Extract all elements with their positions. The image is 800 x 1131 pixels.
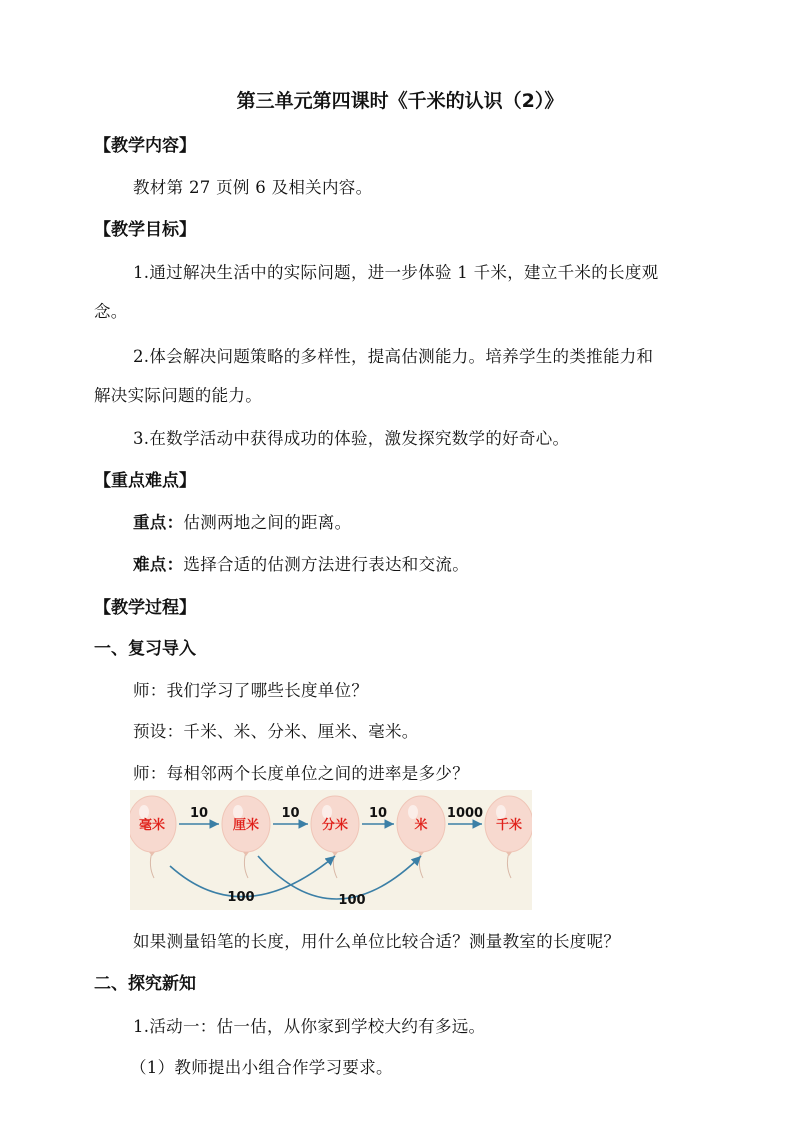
goal-2-line-1: 2.体会解决问题策略的多样性，提高估测能力。培养学生的类推能力和 bbox=[133, 347, 654, 366]
balloon-0 bbox=[130, 796, 176, 878]
goal-3: 3.在数学活动中获得成功的体验，激发探究数学的好奇心。 bbox=[133, 429, 570, 448]
unit-label-0: 毫米 bbox=[138, 818, 166, 833]
balloon-4 bbox=[485, 796, 532, 878]
rate-label-0: 10 bbox=[189, 806, 209, 821]
key-point-text: 估测两地之间的距离。 bbox=[183, 513, 352, 532]
question-1: 师：我们学习了哪些长度单位？ bbox=[133, 681, 369, 700]
rate-label-3: 1000 bbox=[446, 806, 484, 821]
unit-label-1: 厘米 bbox=[232, 818, 260, 833]
rate-label-2: 10 bbox=[368, 806, 388, 821]
skip-rate-label-1: 100 bbox=[338, 893, 366, 908]
difficulty-label: 难点： bbox=[133, 555, 184, 574]
balloon-1 bbox=[222, 796, 270, 878]
key-point-line bbox=[133, 509, 351, 533]
heading-part-2: 二、探究新知 bbox=[94, 974, 196, 994]
heading-teaching-goals: 【教学目标】 bbox=[94, 220, 196, 240]
step-1: （1）教师提出小组合作学习要求。 bbox=[130, 1058, 393, 1077]
activity-1: 1.活动一：估一估，从你家到学校大约有多远。 bbox=[133, 1017, 486, 1036]
heading-part-1: 一、复习导入 bbox=[94, 639, 196, 659]
question-2: 师：每相邻两个长度单位之间的进率是多少？ bbox=[133, 764, 469, 783]
heading-key-points: 【重点难点】 bbox=[94, 471, 196, 491]
skip-rate-label-0: 100 bbox=[227, 890, 255, 905]
goal-1-line-1: 1.通过解决生活中的实际问题，进一步体验 1 千米，建立千米的长度观 bbox=[133, 263, 659, 282]
balloon-2 bbox=[311, 796, 359, 878]
unit-diagram-svg bbox=[130, 790, 532, 910]
heading-teaching-process: 【教学过程】 bbox=[94, 598, 196, 618]
unit-conversion-diagram bbox=[130, 790, 532, 910]
unit-label-3: 米 bbox=[414, 818, 428, 833]
unit-label-2: 分米 bbox=[321, 818, 349, 833]
page-title: 第三单元第四课时《千米的认识（2）》 bbox=[236, 90, 564, 112]
key-point-label: 重点： bbox=[133, 513, 184, 532]
difficulty-text: 选择合适的估测方法进行表达和交流。 bbox=[183, 555, 470, 574]
answer-1: 预设：千米、米、分米、厘米、毫米。 bbox=[133, 722, 419, 741]
question-3: 如果测量铅笔的长度，用什么单位比较合适？测量教室的长度呢？ bbox=[133, 932, 621, 951]
rate-label-1: 10 bbox=[281, 806, 300, 821]
balloon-3 bbox=[397, 796, 445, 878]
heading-teaching-content: 【教学内容】 bbox=[94, 136, 196, 156]
goal-1-line-2: 念。 bbox=[94, 302, 128, 321]
teaching-content-text: 教材第 27 页例 6 及相关内容。 bbox=[133, 178, 373, 197]
unit-label-4: 千米 bbox=[495, 818, 523, 833]
goal-2-line-2: 解决实际问题的能力。 bbox=[94, 386, 262, 405]
difficulty-line bbox=[133, 551, 469, 575]
